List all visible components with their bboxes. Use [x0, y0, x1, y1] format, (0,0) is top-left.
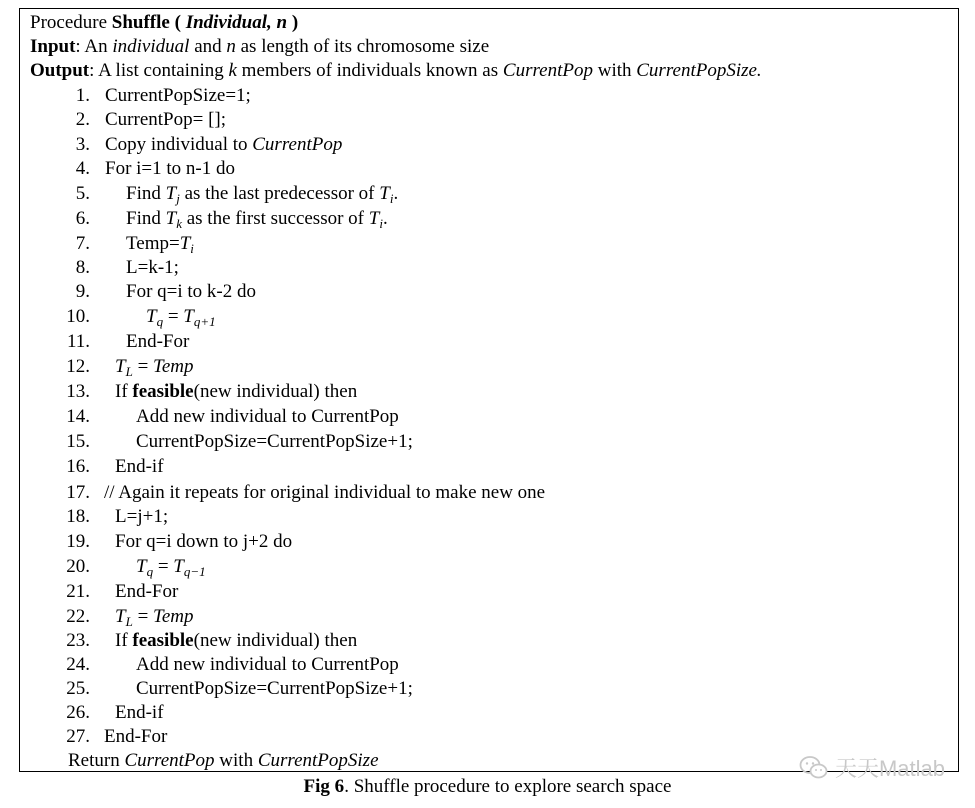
- code-line-11: 11. End-For: [66, 331, 190, 352]
- code-line-25: 25. CurrentPopSize=CurrentPopSize+1;: [66, 678, 413, 699]
- procedure-header: Procedure Shuffle ( Individual, n ): [30, 12, 299, 33]
- code-line-27: 27. End-For: [66, 726, 168, 747]
- code-line-26: 26. End-if: [66, 702, 164, 723]
- code-line-3: 3. Copy individual to CurrentPop: [75, 134, 343, 155]
- code-line-14: 14. Add new individual to CurrentPop: [66, 406, 399, 427]
- code-line-24: 24. Add new individual to CurrentPop: [66, 654, 399, 675]
- code-line-7: 7. $Temp=T_i$: [75, 233, 194, 256]
- code-line-21: 21. End-For: [66, 581, 179, 602]
- code-line-4: 4. For i=1 to n-1 do: [75, 158, 235, 179]
- code-line-5: 5. Find $T_j$ as the last predecessor of $T_i$.: [75, 183, 399, 206]
- watermark-text: 天天Matlab: [834, 756, 945, 781]
- code-line-20: 20. $T_q = T_{q-1}$: [66, 556, 206, 579]
- code-line-23: 23. If feasible(new individual) then: [66, 630, 358, 651]
- code-line-15: 15. CurrentPopSize=CurrentPopSize+1;: [66, 431, 413, 452]
- input-line: Input: An individual and n as length of its chromosome size: [30, 36, 490, 57]
- figure-caption: Fig 6. Shuffle procedure to explore search space: [303, 776, 672, 797]
- code-line-6: 6. Find $T_k$ as the first successor of $T_i$.: [75, 208, 388, 231]
- return-line: Return CurrentPop with CurrentPopSize: [68, 750, 379, 771]
- code-line-22: 22. $T_L$ = Temp: [66, 606, 194, 629]
- code-line-19: 19. For q=i down to j+2 do: [66, 531, 293, 552]
- code-line-2: 2. CurrentPop= [];: [75, 109, 227, 130]
- output-line: Output: A list containing k members of individuals known as CurrentPop with CurrentPopSize.: [30, 60, 762, 81]
- code-line-9: 9. For q=i to k-2 do: [75, 281, 256, 302]
- code-line-1: 1. CurrentPopSize=1;: [75, 85, 251, 106]
- code-line-16: 16. End-if: [66, 456, 164, 477]
- code-line-12: 12. $T_L$ = Temp: [66, 356, 194, 379]
- algorithm-box: [19, 8, 959, 772]
- code-line-18: 18. L=j+1;: [66, 506, 169, 527]
- code-line-13: 13. If feasible(new individual) then: [66, 381, 358, 402]
- code-line-10: 10. $T_q = T_{q+1}$: [66, 306, 216, 329]
- code-line-8: 8. L=k-1;: [75, 257, 179, 278]
- code-line-17: 17. // Again it repeats for original individual to make new one: [66, 482, 546, 503]
